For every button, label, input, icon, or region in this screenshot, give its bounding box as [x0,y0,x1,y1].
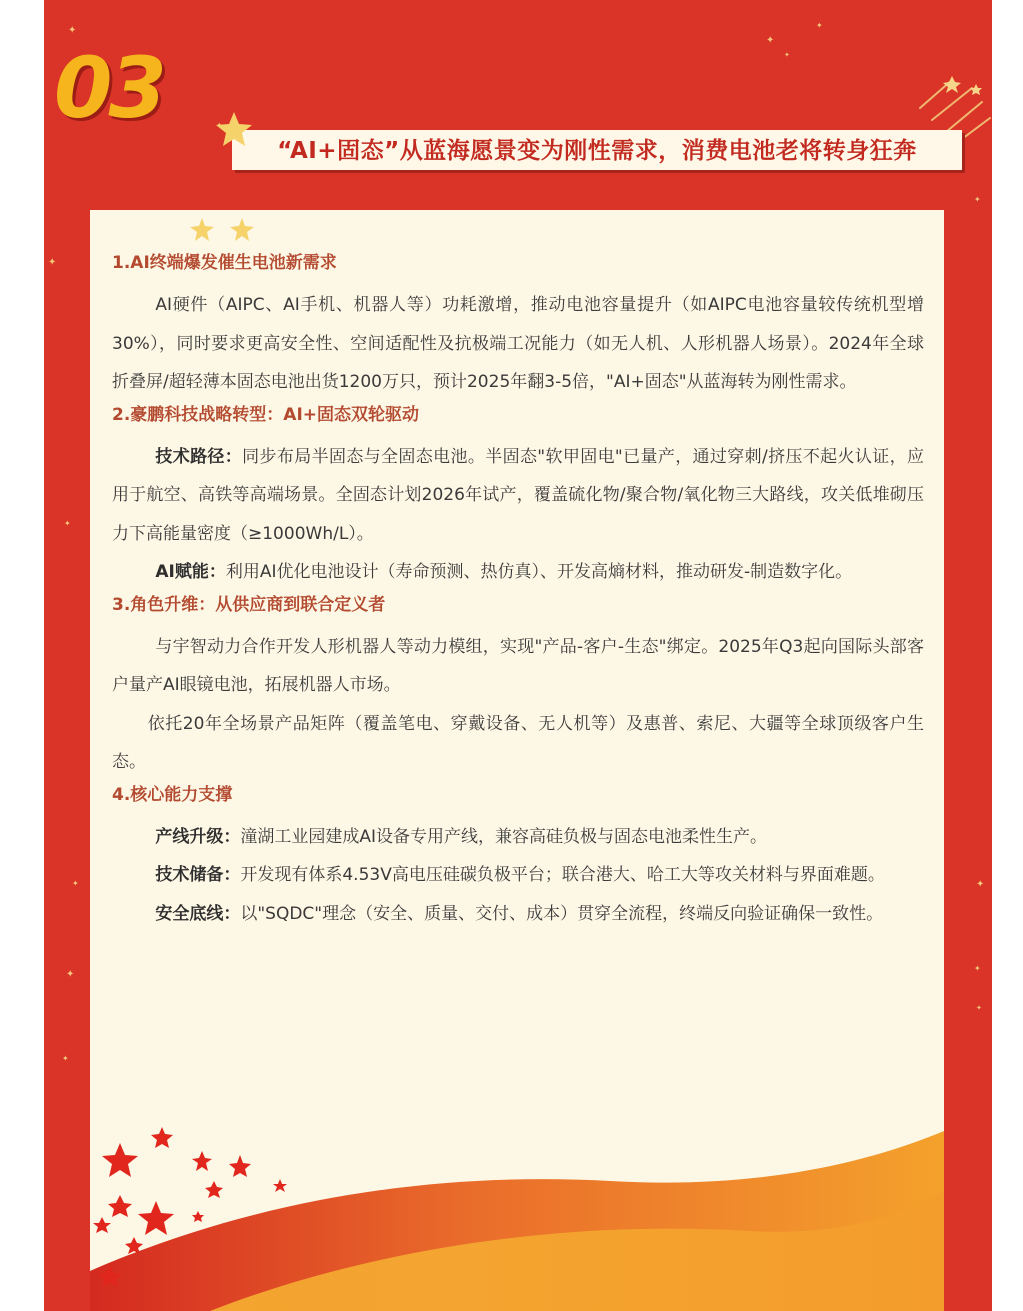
sparkle-icon: ✦ [62,1054,69,1063]
sparkle-icon: ✦ [976,1004,982,1012]
paragraph-text: 与宇智动力合作开发人形机器人等动力模组，实现"产品-客户-生态"绑定。2025年Q3起向国际头部客户量产AI眼镜电池，拓展机器人市场。 [112,636,924,695]
sparkle-icon: ✦ [974,964,981,973]
paragraph-text: 开发现有体系4.53V高电压硅碳负极平台；联合港大、哈工大等攻关材料与界面难题。 [240,865,885,885]
section-number: 03 [54,39,163,137]
paragraph-text: 同步布局半固态与全固态电池。半固态"软甲固电"已量产，通过穿刺/挤压不起火认证，应用于航空、高铁等高端场景。全固态计划2026年试产，覆盖硫化物/聚合物/氧化物三大路线，攻关低堆砌压力下高能量密度（≥1000Wh/L）。 [112,446,924,544]
sparkle-icon: ✦ [72,879,79,888]
content-card [90,210,944,1311]
sparkle-icon: ✦ [64,519,71,528]
sparkle-icon: ✦ [68,25,77,36]
paragraph [112,705,924,782]
article-body [112,248,924,933]
sparkle-icon: ✦ [766,35,775,46]
title-banner [232,130,962,170]
paragraph-lead: 产线升级： [155,826,241,847]
paragraph-lead: 安全底线： [155,903,241,924]
star-icon [188,216,268,246]
sparkle-icon: ✦ [816,21,823,30]
bottom-decoration [90,1111,944,1311]
section-heading: 3.角色升维：从供应商到联合定义者 [112,594,386,615]
paragraph-text: 利用AI优化电池设计（寿命预测、热仿真）、开发高熵材料，推动研发-制造数字化。 [225,562,853,582]
sparkle-icon: ✦ [784,51,790,59]
page-title: “AI+固态”从蓝海愿景变为刚性需求，消费电池老将转身狂奔 [277,138,917,164]
paragraph [112,856,924,895]
sparkle-icon: ✦ [976,879,985,890]
paragraph-lead: 技术储备： [155,865,241,885]
paragraph [112,553,924,592]
paragraph-text: AI硬件（AIPC、AI手机、机器人等）功耗激增，推动电池容量提升（如AIPC电池容量较传统机型增30%），同时要求更高安全性、空间适配性及抗极端工况能力（如无人机、人形机器人场景）。2024年全球折叠屏/超轻薄本固态电池出货1200万只，预计2025年翻3-5倍，"AI+固态"从蓝海转为刚性需求。 [112,295,924,392]
sparkle-icon: ✦ [48,257,57,268]
section-heading: 2.豪鹏科技战略转型：AI+固态双轮驱动 [112,404,420,425]
poster [44,0,992,1311]
section-heading: 1.AI终端爆发催生电池新需求 [112,253,337,273]
star-icon [214,110,254,150]
paragraph-text: 以"SQDC"理念（安全、质量、交付、成本）贯穿全流程，终端反向验证确保一致性。 [240,903,884,924]
sparkle-icon: ✦ [66,969,75,980]
paragraph [112,895,924,934]
section-heading: 4.核心能力支撑 [112,784,233,805]
paragraph-lead: 技术路径： [155,446,243,467]
paragraph-lead: AI赋能： [155,562,226,582]
paragraph [112,438,924,554]
paragraph [112,628,924,705]
paragraph [112,286,924,402]
paragraph [112,818,924,857]
paragraph-text: 潼湖工业园建成AI设备专用产线，兼容高硅负极与固态电池柔性生产。 [240,826,767,847]
sparkle-icon: ✦ [974,195,981,204]
paragraph-text: 依托20年全场景产品矩阵（覆盖笔电、穿戴设备、无人机等）及惠普、索尼、大疆等全球顶级客户生态。 [112,713,924,772]
